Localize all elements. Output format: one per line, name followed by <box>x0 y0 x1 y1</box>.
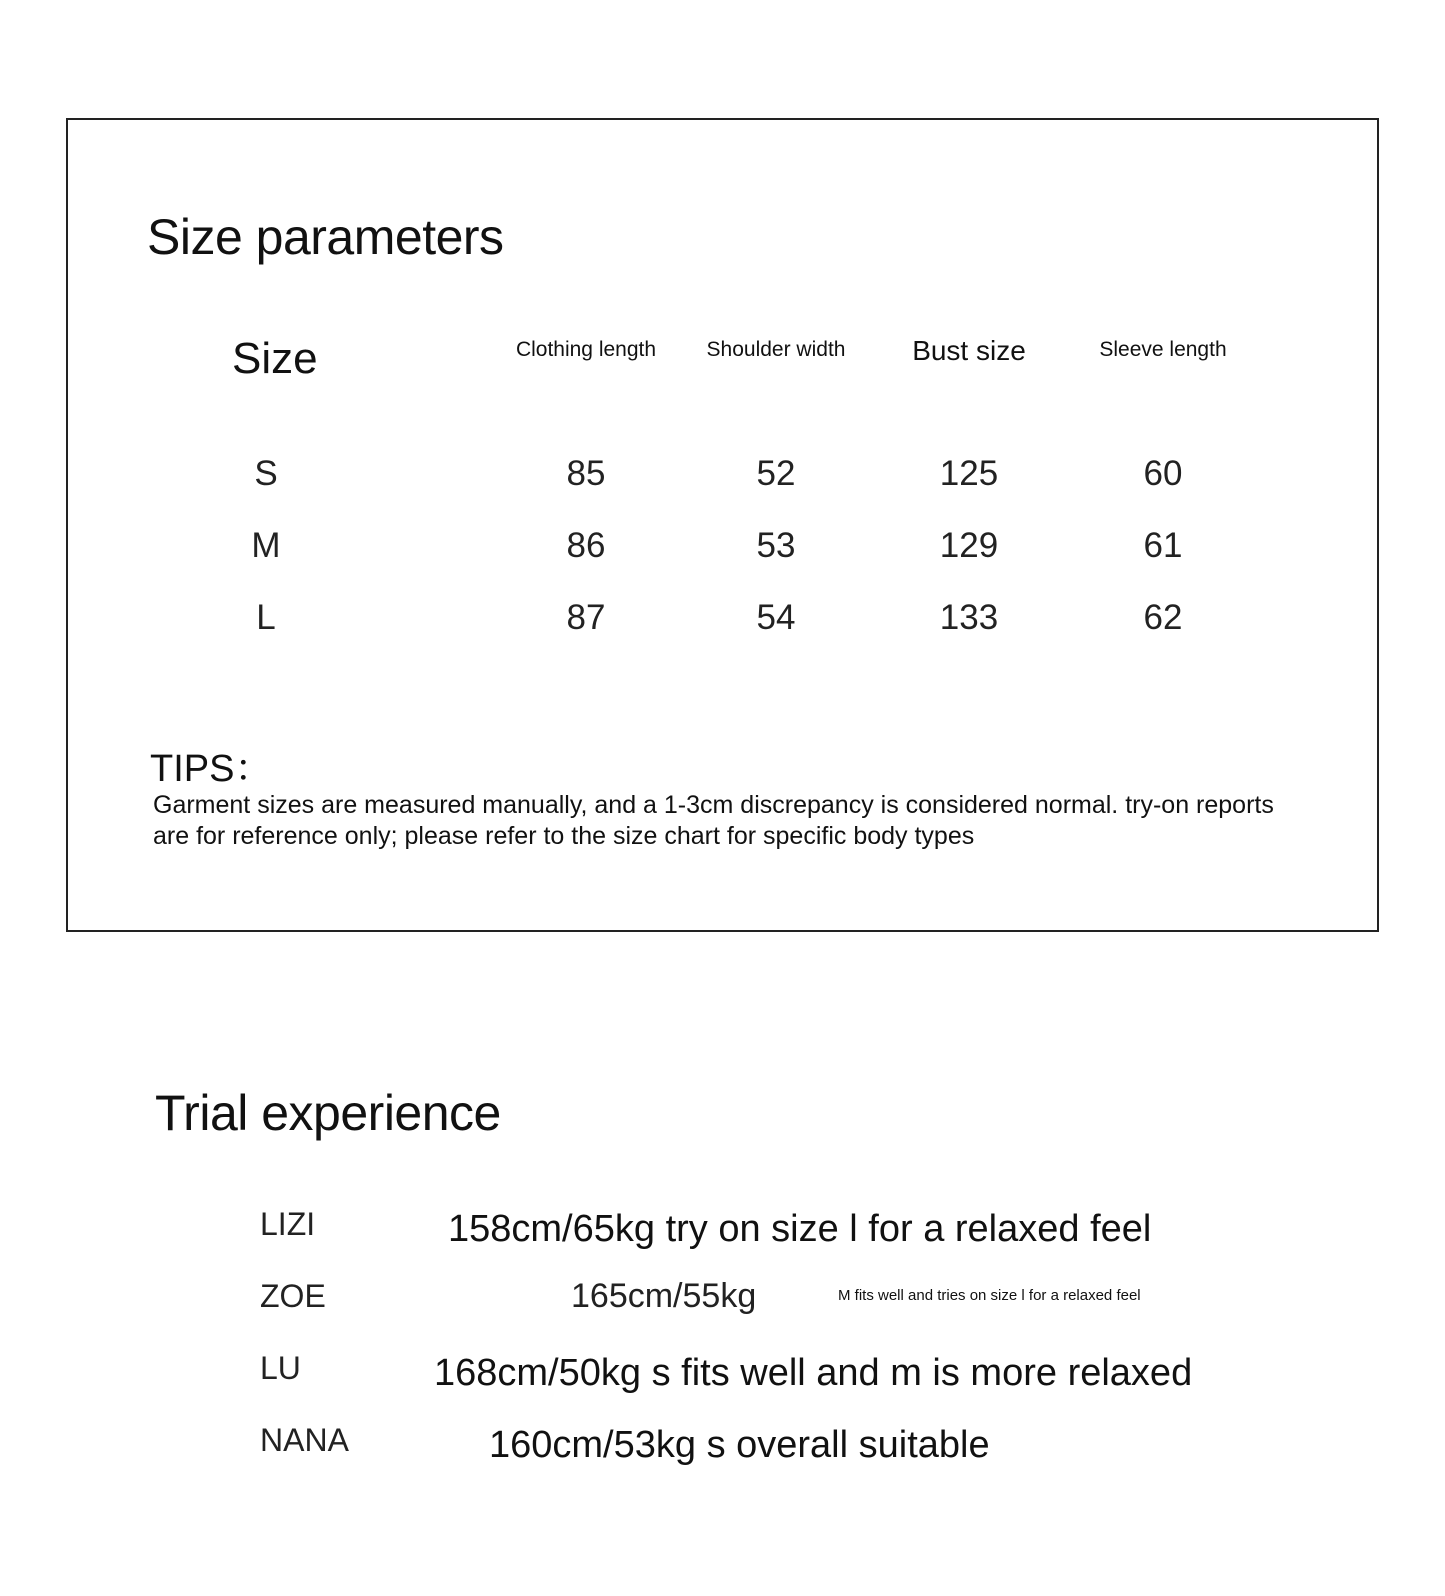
table-cell: 85 <box>566 454 606 493</box>
trial-name-lu: LU <box>260 1350 301 1386</box>
trial-text-nana: 160cm/53kg s overall suitable <box>489 1424 990 1466</box>
column-header-sleeve-length: Sleeve length <box>1099 338 1227 361</box>
table-cell: 60 <box>1143 454 1183 493</box>
row-size-m: M <box>251 526 281 565</box>
table-cell: 52 <box>756 454 796 493</box>
trial-text-lizi: 158cm/65kg try on size l for a relaxed feel <box>448 1208 1152 1250</box>
trial-name-zoe: ZOE <box>260 1278 326 1314</box>
trial-measure-zoe: 165cm/55kg <box>571 1277 757 1315</box>
table-cell: 129 <box>939 526 999 565</box>
trial-experience-title: Trial experience <box>155 1085 501 1141</box>
size-column-header: Size <box>232 334 318 383</box>
trial-note-zoe: M fits well and tries on size l for a relaxed feel <box>838 1287 1141 1304</box>
row-size-s: S <box>254 454 278 493</box>
table-cell: 87 <box>566 598 606 637</box>
table-cell: 125 <box>939 454 999 493</box>
table-cell: 54 <box>756 598 796 637</box>
table-cell: 86 <box>566 526 606 565</box>
size-parameters-title: Size parameters <box>147 209 504 265</box>
column-header-clothing-length: Clothing length <box>515 338 657 361</box>
column-header-shoulder-width: Shoulder width <box>706 338 846 361</box>
table-cell: 61 <box>1143 526 1183 565</box>
table-cell: 53 <box>756 526 796 565</box>
trial-text-lu: 168cm/50kg s fits well and m is more relaxed <box>434 1352 1193 1394</box>
column-header-bust-size: Bust size <box>912 335 1026 366</box>
tips-text: Garment sizes are measured manually, and a 1-3cm discrepancy is considered normal. try-on reports are for reference only; please refer to the size chart for specific body types <box>153 791 1274 850</box>
table-cell: 62 <box>1143 598 1183 637</box>
tips-title: TIPS： <box>150 748 273 790</box>
row-size-l: L <box>256 598 276 637</box>
table-cell: 133 <box>939 598 999 637</box>
trial-name-nana: NANA <box>260 1422 349 1458</box>
trial-name-lizi: LIZI <box>260 1206 316 1242</box>
